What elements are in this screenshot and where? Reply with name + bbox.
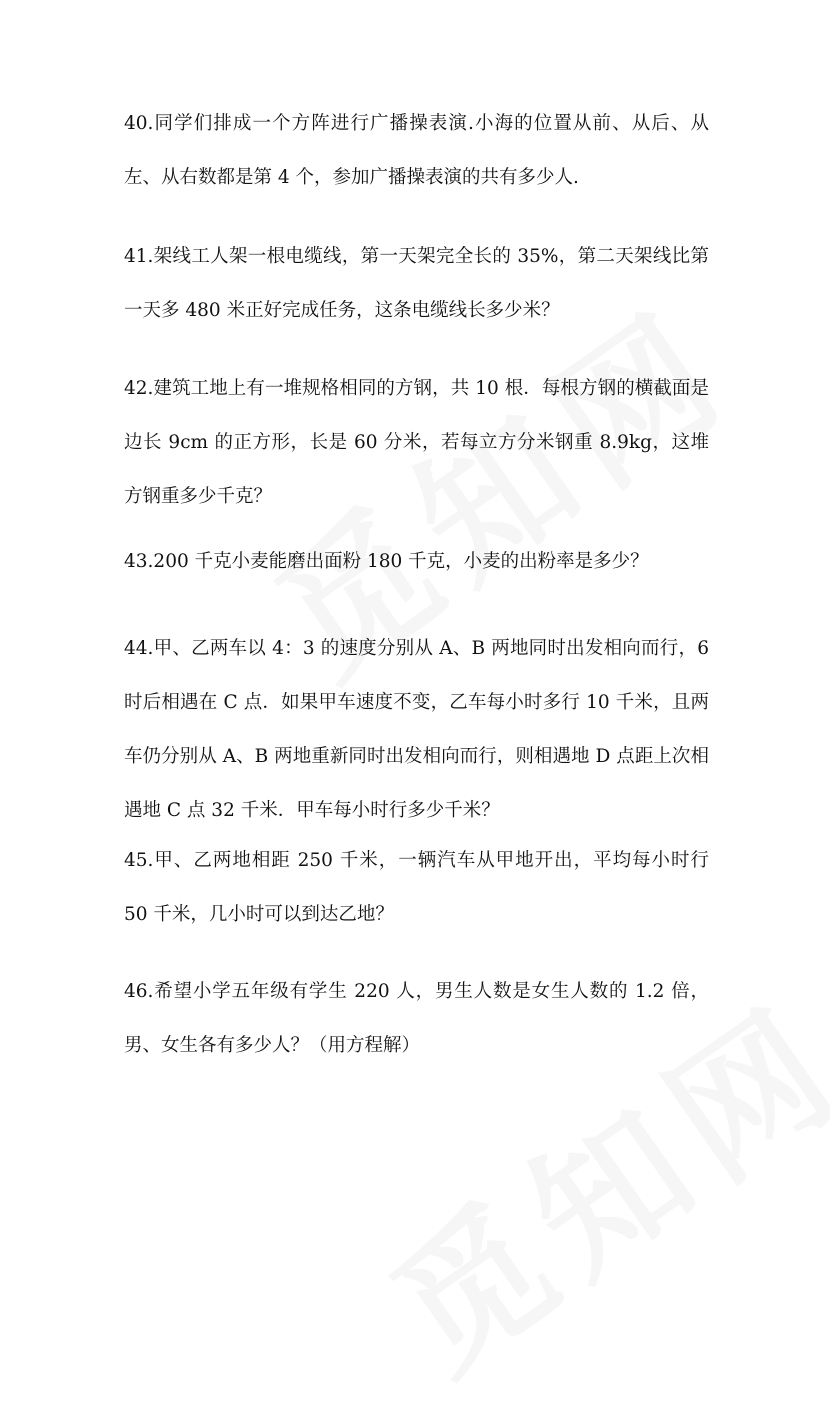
question-40: 40.同学们排成一个方阵进行广播操表演.小海的位置从前、从后、从左、从右数都是第 4 个，参加广播操表演的共有多少人.: [124, 113, 709, 188]
question-41: 41.架线工人架一根电缆线，第一天架完全长的 35%，第二天架线比第一天多 480 米正好完成任务，这条电缆线长多少米？: [124, 246, 709, 321]
question-42: 42.建筑工地上有一堆规格相同的方钢，共 10 根．每根方钢的横截面是边长 9cm 的正方形，长是 60 分米，若每立方分米钢重 8.9kg，这堆方钢重多少千克？: [124, 378, 709, 507]
question-44: 44.甲、乙两车以 4：3 的速度分别从 A、B 两地同时出发相向而行，6 时后相遇在 C 点．如果甲车速度不变，乙车每小时多行 10 千米，且两车仍分别从 A、B 两地重新同时出发相向而行，则相遇地 D 点距上次相遇地 C 点 32 千米．甲车每小时行多少千米？: [124, 638, 709, 821]
question-45: 45.甲、乙两地相距 250 千米，一辆汽车从甲地开出，平均每小时行 50 千米，几小时可以到达乙地？: [124, 850, 709, 925]
question-43: 43.200 千克小麦能磨出面粉 180 千克，小麦的出粉率是多少？: [124, 551, 649, 572]
question-46: 46.希望小学五年级有学生 220 人，男生人数是女生人数的 1.2 倍，男、女生各有多少人？（用方程解）: [124, 981, 709, 1056]
